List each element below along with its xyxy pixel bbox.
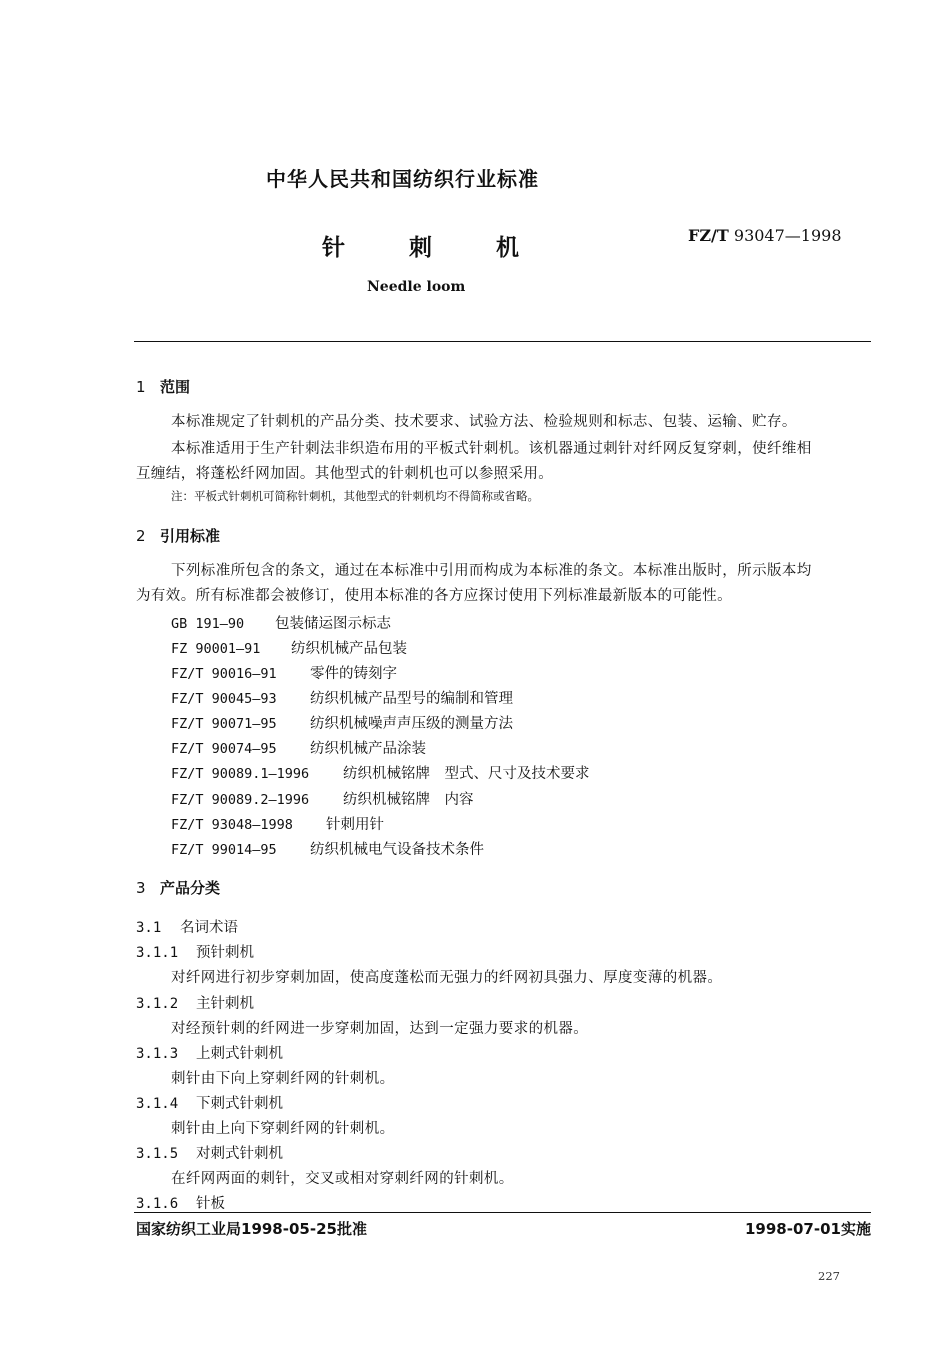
reference-name: 纺织机械噪声声压级的测量方法 [310, 716, 513, 732]
reference-name: 包装储运图示标志 [275, 616, 391, 632]
reference-item [171, 712, 513, 733]
paragraph: 本标准适用于生产针刺法非织造布用的平板式针刺机。该机器通过刺针对纤网反复穿刺，使纤维相 [171, 441, 812, 457]
reference-item [171, 737, 426, 758]
subsection-title: 名词术语 [180, 920, 238, 936]
section-2-heading [136, 525, 220, 546]
term-heading [136, 992, 254, 1013]
subsection-heading [136, 916, 238, 937]
standard-prefix: FZ/T [688, 226, 729, 245]
reference-code: FZ/T 99014—95 [171, 842, 277, 858]
paragraph: 本标准规定了针刺机的产品分类、技术要求、试验方法、检验规则和标志、包装、运输、贮存。 [171, 414, 797, 430]
section-1-heading [136, 376, 190, 397]
subsection-number: 3.1 [136, 920, 162, 936]
section-number: 3 [136, 879, 146, 897]
note: 注：平板式针刺机可简称针刺机，其他型式的针刺机均不得简称或省略。 [171, 489, 539, 503]
reference-code: GB 191—90 [171, 616, 245, 632]
term-number: 3.1.1 [136, 945, 179, 961]
term-number: 3.1.4 [136, 1096, 179, 1112]
reference-code: FZ 90001—91 [171, 641, 261, 657]
reference-item [171, 612, 391, 633]
term-definition: 在纤网两面的刺针，交叉或相对穿刺纤网的针刺机。 [171, 1171, 514, 1187]
section-title: 产品分类 [160, 879, 221, 897]
paragraph: 下列标准所包含的条文，通过在本标准中引用而构成为本标准的条文。本标准出版时，所示版本均 [171, 563, 812, 579]
term-title: 主针刺机 [196, 996, 254, 1012]
term-definition: 刺针由上向下穿刺纤网的针刺机。 [171, 1121, 395, 1137]
term-title: 上刺式针刺机 [196, 1046, 283, 1062]
standard-category-title: 中华人民共和国纺织行业标准 [266, 167, 539, 191]
reference-name: 针刺用针 [326, 817, 384, 833]
reference-item [171, 813, 384, 834]
reference-name: 纺织机械铭牌 内容 [343, 792, 474, 808]
term-title: 预针刺机 [196, 945, 254, 961]
reference-code: FZ/T 93048—1998 [171, 817, 293, 833]
footer-divider [134, 1212, 871, 1213]
header-divider [134, 341, 871, 342]
reference-name: 纺织机械产品型号的编制和管理 [310, 691, 513, 707]
term-title: 针板 [196, 1196, 225, 1212]
term-heading [136, 1042, 283, 1063]
section-title: 范围 [160, 378, 191, 396]
reference-item [171, 687, 513, 708]
term-number: 3.1.5 [136, 1146, 179, 1162]
document-title: 针刺机 [322, 235, 583, 261]
reference-code: FZ/T 90071—95 [171, 716, 277, 732]
term-heading [136, 941, 254, 962]
reference-item [171, 662, 397, 683]
term-heading [136, 1142, 283, 1163]
paragraph-continuation: 为有效。所有标准都会被修订，使用本标准的各方应探讨使用下列标准最新版本的可能性。 [136, 588, 732, 604]
term-definition: 对经预针刺的纤网进一步穿刺加固，达到一定强力要求的机器。 [171, 1021, 589, 1037]
reference-item [171, 838, 484, 859]
reference-name: 纺织机械产品涂装 [310, 741, 426, 757]
reference-code: FZ/T 90074—95 [171, 741, 277, 757]
reference-name: 零件的铸刻字 [310, 666, 397, 682]
reference-item [171, 637, 407, 658]
english-title: Needle loom [367, 279, 466, 295]
term-number: 3.1.3 [136, 1046, 179, 1062]
reference-code: FZ/T 90089.1—1996 [171, 766, 310, 782]
page-number: 227 [818, 1269, 840, 1283]
implementation-date: 1998-07-01实施 [745, 1220, 871, 1238]
term-number: 3.1.2 [136, 996, 179, 1012]
reference-name: 纺织机械产品包装 [291, 641, 407, 657]
reference-name: 纺织机械铭牌 型式、尺寸及技术要求 [343, 766, 590, 782]
standard-code [688, 226, 842, 245]
reference-name: 纺织机械电气设备技术条件 [310, 842, 484, 858]
reference-code: FZ/T 90089.2—1996 [171, 792, 310, 808]
term-heading [136, 1192, 225, 1213]
term-title: 对刺式针刺机 [196, 1146, 283, 1162]
section-number: 1 [136, 378, 146, 396]
paragraph-continuation: 互缠结，将蓬松纤网加固。其他型式的针刺机也可以参照采用。 [136, 466, 554, 482]
reference-code: FZ/T 90045—93 [171, 691, 277, 707]
reference-item [171, 788, 474, 809]
term-title: 下刺式针刺机 [196, 1096, 283, 1112]
reference-item [171, 762, 590, 783]
section-number: 2 [136, 527, 146, 545]
reference-code: FZ/T 90016—91 [171, 666, 277, 682]
term-definition: 刺针由下向上穿刺纤网的针刺机。 [171, 1071, 395, 1087]
standard-number: 93047—1998 [733, 226, 842, 245]
term-heading [136, 1092, 283, 1113]
section-3-heading [136, 877, 220, 898]
term-number: 3.1.6 [136, 1196, 179, 1212]
section-title: 引用标准 [160, 527, 221, 545]
term-definition: 对纤网进行初步穿刺加固，使高度蓬松而无强力的纤网初具强力、厚度变薄的机器。 [171, 970, 723, 986]
approval-line: 国家纺织工业局1998-05-25批准 [136, 1220, 367, 1238]
